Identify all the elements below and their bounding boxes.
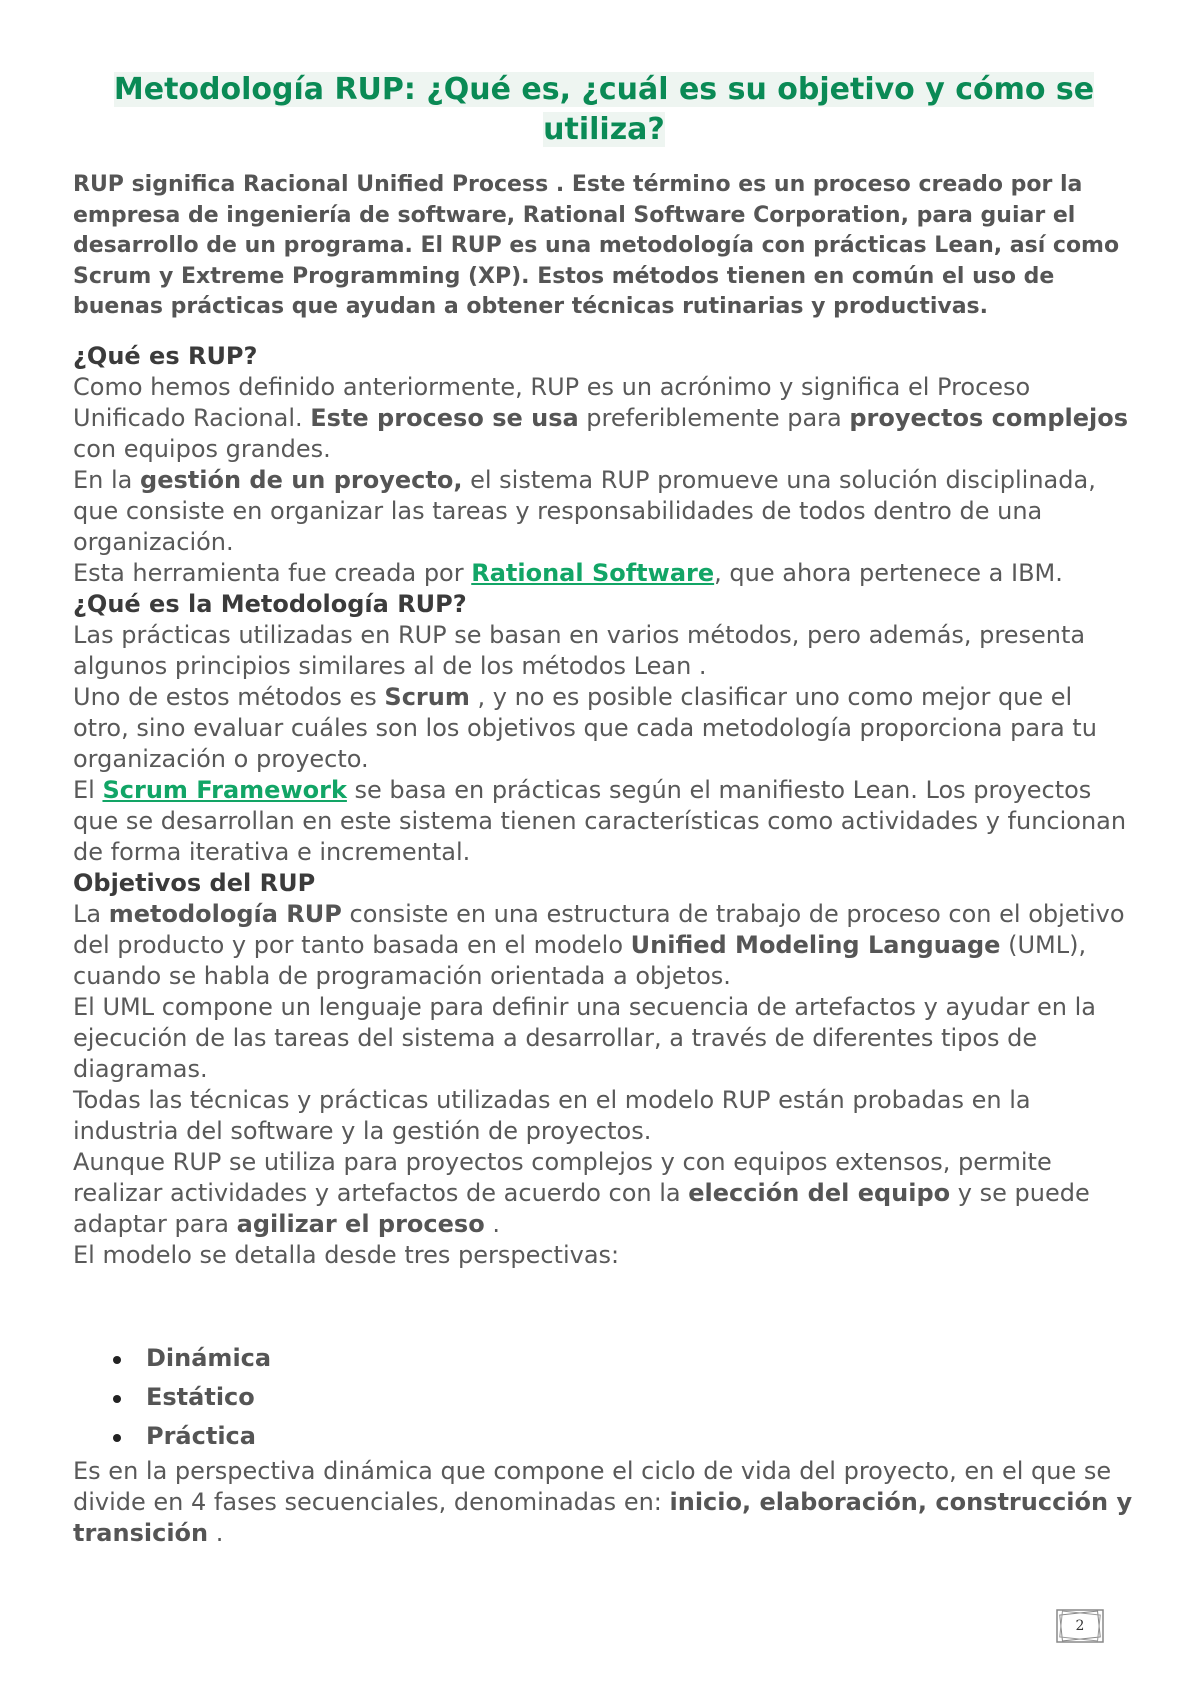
paragraph: El UML compone un lenguaje para definir una secuencia de artefactos y ayudar en la ejecución de las tareas del sistema a desarrollar, a través de diferentes tipos de diagramas. — [73, 992, 1096, 1083]
scrum-framework-link[interactable]: Scrum Framework — [102, 775, 347, 804]
paragraph: Es en la perspectiva dinámica que compone el ciclo de vida del proyecto, en el que se divide en 4 fases secuenciales, denominadas en: inicio, elaboración, construcción y transición . — [73, 1456, 1133, 1547]
paragraph: Todas las técnicas y prácticas utilizadas en el modelo RUP están probadas en la industria del software y la gestión de proyectos. — [73, 1085, 1031, 1145]
page-number-badge — [1051, 1604, 1109, 1648]
paragraph: Las prácticas utilizadas en RUP se basan en varios métodos, pero además, presenta algunos principios similares al de los métodos Lean . — [73, 620, 1086, 680]
document-page — [73, 70, 1135, 1549]
paragraph: En la gestión de un proyecto, el sistema RUP promueve una solución disciplinada, que consiste en organizar las tareas y responsabilidades de todos dentro de una organización. — [73, 465, 1096, 556]
paragraph: Como hemos definido anteriormente, RUP es un acrónimo y significa el Proceso Unificado Racional. Este proceso se usa preferiblemente para proyectos complejos con equipos grandes. — [73, 372, 1129, 463]
paragraph: Esta herramienta fue creada por Rational Software, que ahora pertenece a IBM. — [73, 558, 1063, 587]
heading-que-es-rup: ¿Qué es RUP? — [73, 341, 258, 370]
rational-software-link[interactable]: Rational Software — [471, 558, 715, 587]
perspectives-list — [73, 1339, 1135, 1456]
paragraph: Aunque RUP se utiliza para proyectos complejos y con equipos extensos, permite realizar actividades y artefactos de acuerdo con la elección del equipo y se puede adaptar para agilizar el proceso . — [73, 1147, 1090, 1238]
list-item: Práctica — [146, 1417, 1135, 1456]
paragraph: El Scrum Framework se basa en prácticas según el manifiesto Lean. Los proyectos que se desarrollan en este sistema tienen características como actividades y funcionan de forma iterativa e incremental. — [73, 775, 1127, 866]
list-item: Dinámica — [146, 1339, 1135, 1378]
page-title: Metodología RUP: ¿Qué es, ¿cuál es su objetivo y cómo se utiliza? — [113, 72, 1095, 147]
paragraph: El modelo se detalla desde tres perspectivas: — [73, 1240, 620, 1269]
paragraph: Uno de estos métodos es Scrum , y no es posible clasificar uno como mejor que el otro, sino evaluar cuáles son los objetivos que cada metodología proporciona para tu organización o proyecto. — [73, 682, 1097, 773]
heading-objetivos: Objetivos del RUP — [73, 868, 316, 897]
page-number: 2 — [1075, 1618, 1085, 1634]
intro-paragraph: RUP significa Racional Unified Process . Este término es un proceso creado por la empresa de ingeniería de software, Rational Software Corporation, para guiar el desarrollo de un programa. El RUP es una metodología con prácticas Lean, así como Scrum y Extreme Programming (XP). Estos métodos tienen en común el uso de buenas prácticas que ayudan a obtener técnicas rutinarias y productivas. — [73, 172, 1120, 319]
heading-que-es-metodologia: ¿Qué es la Metodología RUP? — [73, 589, 467, 618]
paragraph: La metodología RUP consiste en una estructura de trabajo de proceso con el objetivo del producto y por tanto basada en el modelo Unified Modeling Language (UML), cuando se habla de programación orientada a objetos. — [73, 899, 1125, 990]
list-item: Estático — [146, 1378, 1135, 1417]
